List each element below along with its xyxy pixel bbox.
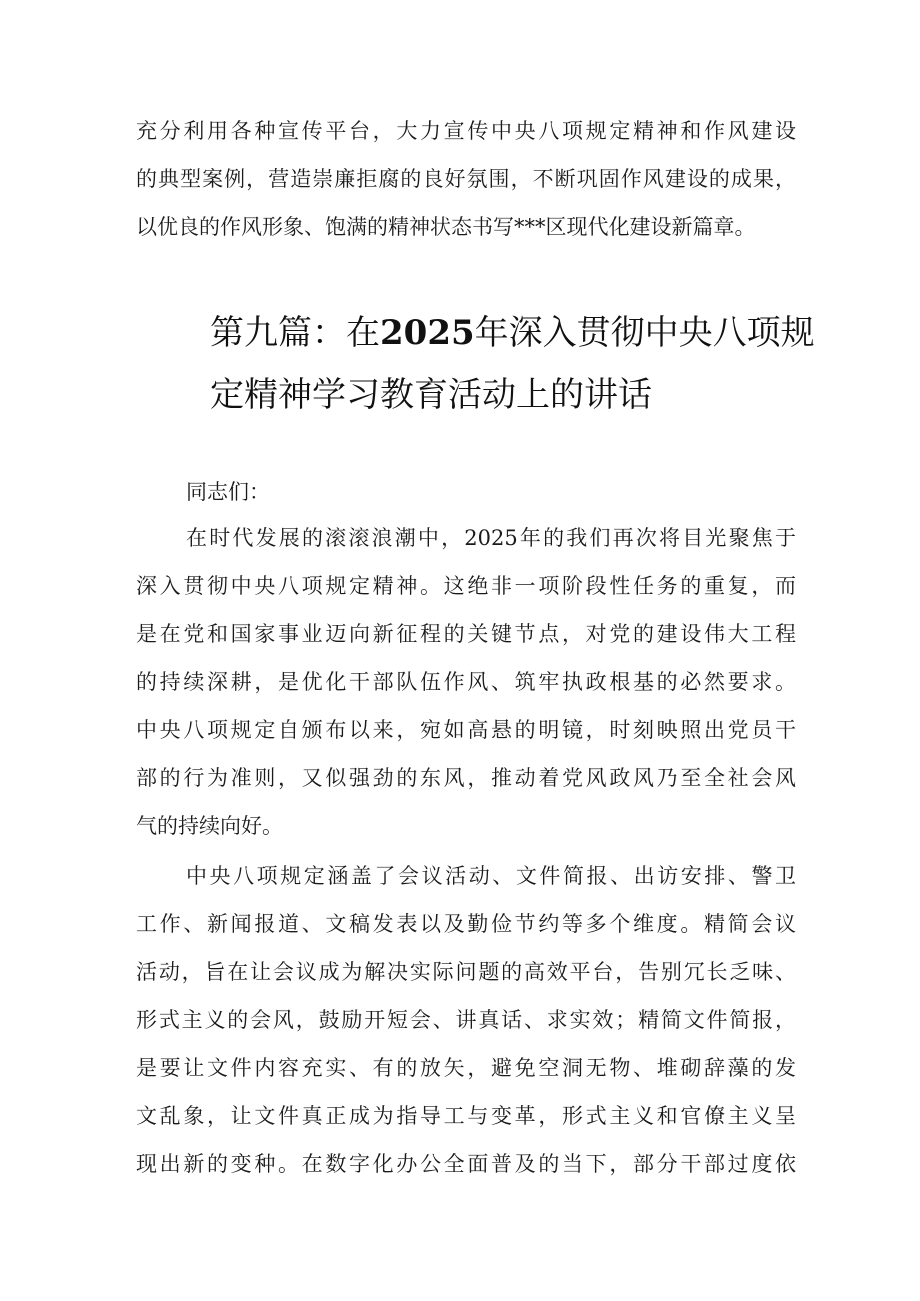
- intro-line-1: 充分利用各种宣传平台，大力宣传中央八项规定精神和作风建设: [136, 119, 796, 143]
- heading-year: 2025: [380, 313, 475, 353]
- paragraph2-line-2: 工作、新闻报道、文稿发表以及勤俭节约等多个维度。精简会议: [136, 912, 796, 936]
- paragraph1-line-2: 深入贯彻中央八项规定精神。这绝非一项阶段性任务的重复，而: [136, 574, 796, 598]
- paragraph1-line-3: 是在党和国家事业迈向新征程的关键节点，对党的建设伟大工程: [136, 622, 796, 646]
- heading-prefix: 第九篇：在: [210, 313, 380, 353]
- intro-line-2: 的典型案例，营造崇廉拒腐的良好氛围，不断巩固作风建设的成果，: [136, 167, 796, 191]
- heading-suffix: 年深入贯彻中央八项规: [474, 313, 815, 353]
- paragraph1-line-6: 部的行为准则，又似强劲的东风，推动着党风政风乃至全社会风: [136, 766, 796, 790]
- paragraph2-line-3: 活动，旨在让会议成为解决实际问题的高效平台，告别冗长乏味、: [136, 960, 796, 984]
- intro-line-3: 以优良的作风形象、饱满的精神状态书写***区现代化建设新篇章。: [136, 215, 756, 239]
- paragraph2-line-1: 中央八项规定涵盖了会议活动、文件简报、出访安排、警卫: [186, 864, 796, 888]
- section-heading-line-1: [210, 311, 815, 355]
- paragraph2-line-6: 文乱象，让文件真正成为指导工与变革，形式主义和官僚主义呈: [136, 1104, 796, 1128]
- paragraph2-line-7: 现出新的变种。在数字化办公全面普及的当下，部分干部过度依: [136, 1152, 796, 1176]
- paragraph1-line-5: 中央八项规定自颁布以来，宛如高悬的明镜，时刻映照出党员干: [136, 718, 796, 742]
- section-heading-line-2: 定精神学习教育活动上的讲话: [210, 375, 652, 415]
- paragraph1-line-1: 在时代发展的滚滚浪潮中，2025年的我们再次将目光聚焦于: [186, 526, 796, 550]
- paragraph1-line-7: 气的持续向好。: [136, 814, 283, 838]
- salutation: 同志们：: [186, 480, 270, 504]
- paragraph2-line-4: 形式主义的会风，鼓励开短会、讲真话、求实效；精简文件简报，: [136, 1008, 796, 1032]
- paragraph1-line-4: 的持续深耕，是优化干部队伍作风、筑牢执政根基的必然要求。: [136, 670, 796, 694]
- paragraph2-line-5: 是要让文件内容充实、有的放矢，避免空洞无物、堆砌辞藻的发: [136, 1056, 796, 1080]
